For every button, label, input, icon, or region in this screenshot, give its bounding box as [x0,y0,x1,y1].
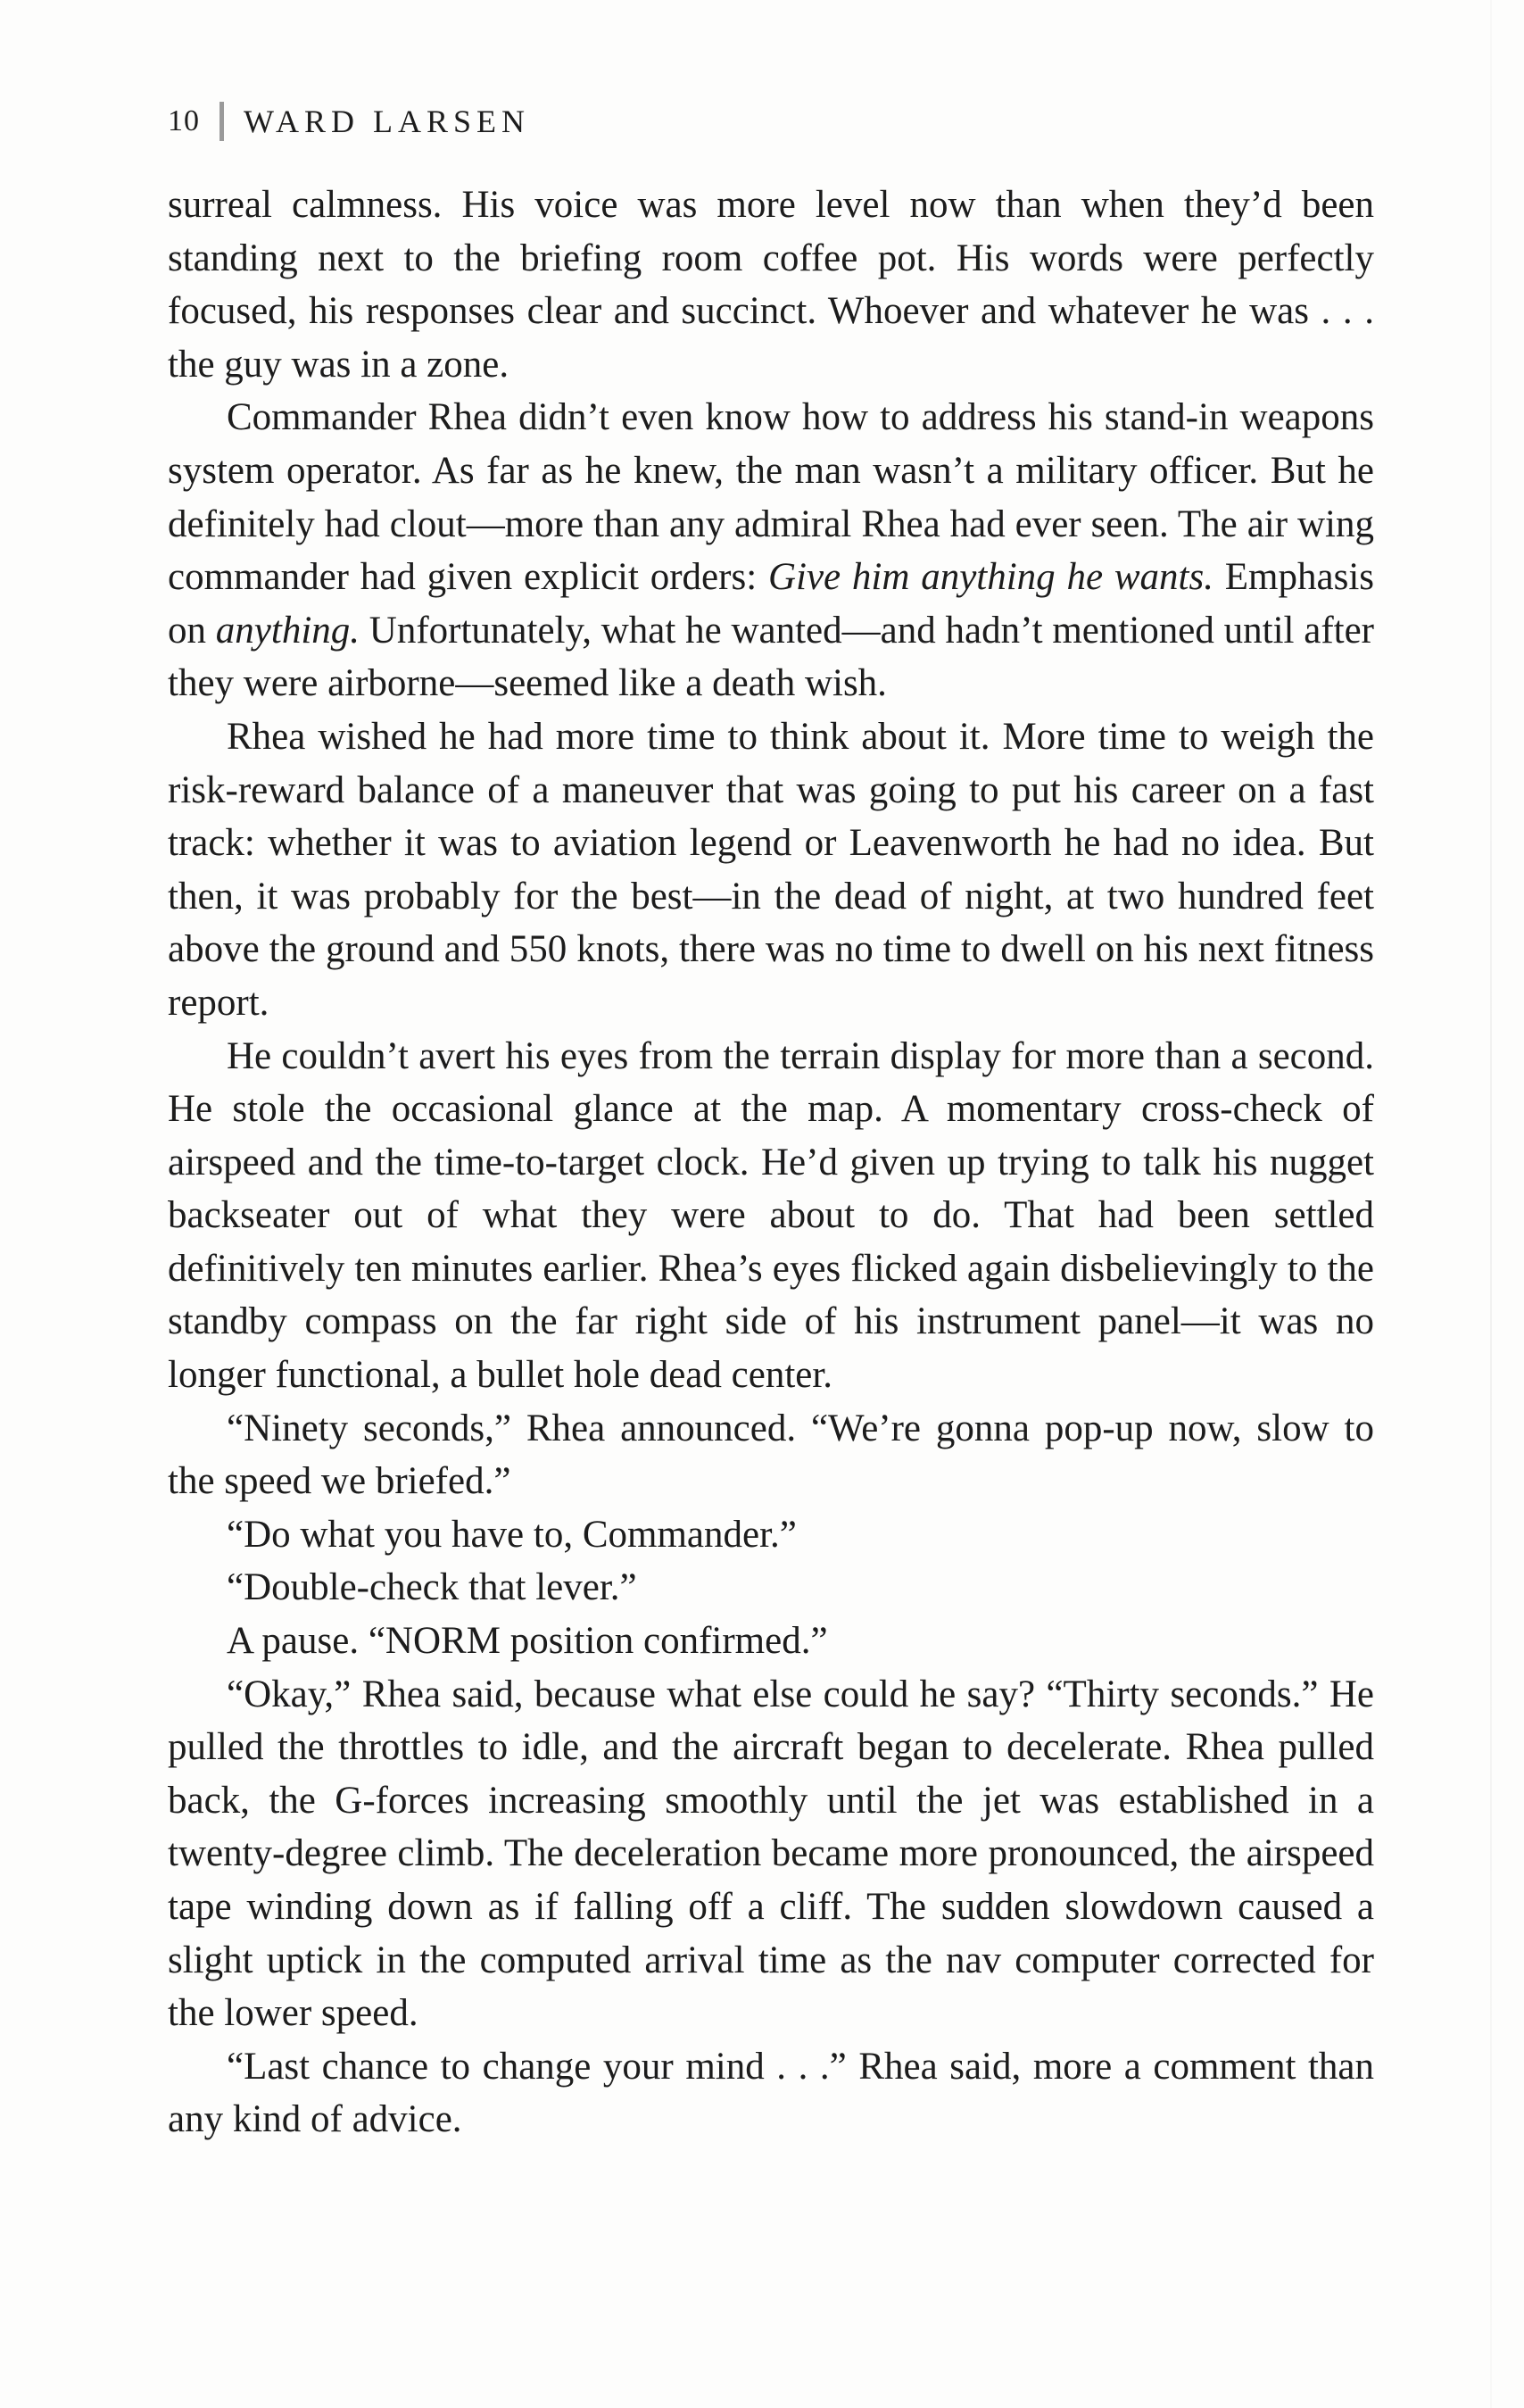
running-header [168,96,530,146]
paragraph: Rhea wished he had more time to think about it. More time to weigh the risk-reward balance of a maneuver that was going to put his career on a fast track: whether it was to aviation legend or Leavenworth he had no idea. But then, it was probably for the best—in the dead of night, at two hundred feet above the ground and 550 knots, there was no time to dwell on his next fitness report. [168,715,1374,1024]
page-number: 10 [168,104,200,137]
paragraph-text: Commander Rhea didn’t even know how to address his stand-in weapons system operator. As far as he knew, the man wasn’t a military officer. But he definitely had clout—more than any admiral Rhea had ever seen. The air wing commander had given explicit orders: [168,396,1374,599]
paragraph: “Okay,” Rhea said, because what else could he say? “Thirty seconds.” He pulled the throttles to idle, and the aircraft began to decelerate. Rhea pulled back, the G-forces increasing smoothly until the jet was established in a twenty-degree climb. The deceleration became more pronounced, the airspeed tape winding down as if falling off a cliff. The sudden slowdown caused a slight uptick in the computed arrival time as the nav computer corrected for the lower speed. [168,1673,1374,2035]
paragraph: A pause. “NORM position confirmed.” [227,1620,828,1663]
italic-text: Give him anything he wants. [767,556,1213,599]
header-divider [219,102,224,141]
paragraph: “Do what you have to, Commander.” [227,1513,797,1556]
paragraph: “Last chance to change your mind . . .” Rhea said, more a comment than any kind of advice. [168,2045,1374,2141]
paragraph: “Double-check that lever.” [227,1566,637,1609]
paragraph: “Ninety seconds,” Rhea announced. “We’re gonna pop-up now, slow to the speed we briefed.” [168,1407,1374,1503]
paragraph: surreal calmness. His voice was more level now than when they’d been standing next to the briefing room coffee pot. His words were perfectly focused, his responses clear and succinct. Whoever and whatever he was . . . the guy was in a zone. [168,184,1374,386]
running-head-author: WARD LARSEN [244,104,531,139]
scan-edge-shadow [1490,0,1492,2408]
italic-text: anything. [215,609,360,652]
body-text [168,179,1374,2146]
paragraph-text: Unfortunately, what he wanted—and hadn’t mentioned until after they were airborne—seemed like a death wish. [168,609,1374,705]
paragraph [168,391,1374,710]
paragraph: He couldn’t avert his eyes from the terrain display for more than a second. He stole the occasional glance at the map. A momentary cross-check of airspeed and the time-to-target clock. He’d given up trying to talk his nugget backseater out of what they were about to do. That had been settled definitively ten minutes earlier. Rhea’s eyes flicked again disbelievingly to the standby compass on the far right side of his instrument panel—it was no longer functional, a bullet hole dead center. [168,1034,1374,1397]
paragraph-text: Emphasis on [168,556,1374,652]
